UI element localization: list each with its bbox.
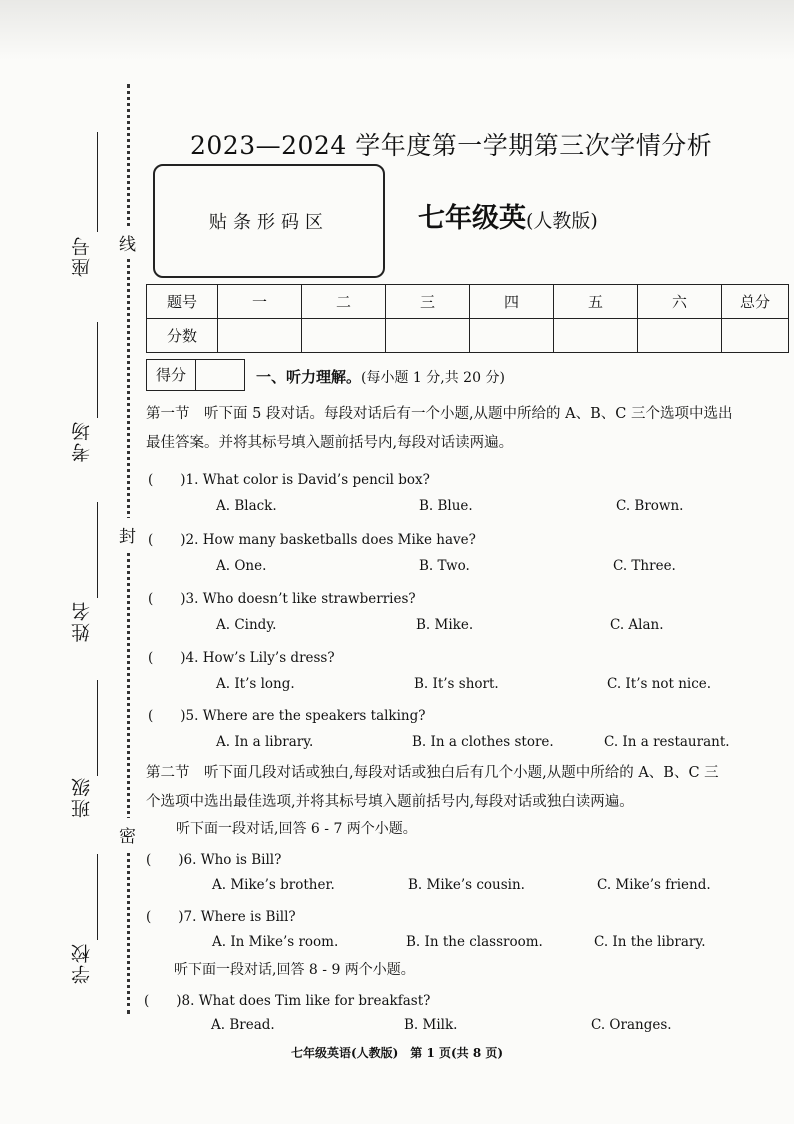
exam-title: 2023—2024 学年度第一学期第三次学情分析 <box>190 131 713 160</box>
sub-instruction-6-7: 听下面一段对话,回答 6 - 7 两个小题。 <box>176 821 417 837</box>
question-text: 4. How’s Lily’s dress? <box>185 650 335 666</box>
barcode-area <box>153 164 385 278</box>
part2-intro-line: 个选项中选出最佳选项,并将其标号填入题前括号内,每段对话或独白读两遍。 <box>146 794 634 810</box>
score-header-cell: 总分 <box>722 285 789 319</box>
q1-option-c: C. Brown. <box>616 498 684 514</box>
answer-paren[interactable]: ( ) <box>148 472 186 488</box>
q5-option-c: C. In a restaurant. <box>604 734 730 750</box>
school-label: 学校 <box>71 942 93 984</box>
q3-option-a: A. Cindy. <box>216 617 277 633</box>
subject-name: 七年级英 <box>418 203 526 234</box>
page-footer: 七年级英语(人教版) 第 1 页(共 8 页) <box>290 1046 504 1060</box>
score-cell[interactable] <box>470 319 554 353</box>
question-text: 7. Where is Bill? <box>183 909 296 925</box>
q2-option-b: B. Two. <box>419 558 470 574</box>
score-header-cell: 题号 <box>147 285 218 319</box>
margin-line <box>97 854 98 940</box>
q4-stem <box>148 646 335 666</box>
answer-paren[interactable]: ( ) <box>144 993 182 1009</box>
question-text: 8. What does Tim like for breakfast? <box>181 993 431 1009</box>
score-cell[interactable] <box>722 319 789 353</box>
q6-option-b: B. Mike’s cousin. <box>408 877 525 893</box>
q8-option-b: B. Milk. <box>404 1017 458 1033</box>
margin-line <box>97 322 98 418</box>
q8-option-c: C. Oranges. <box>591 1017 672 1033</box>
question-text: 5. Where are the speakers talking? <box>185 708 426 724</box>
exam-room-label: 考场 <box>71 420 93 462</box>
q3-option-b: B. Mike. <box>416 617 474 633</box>
score-header-cell: 四 <box>470 285 554 319</box>
score-cell[interactable] <box>554 319 638 353</box>
score-header-cell: 一 <box>218 285 302 319</box>
part1-intro <box>146 400 733 458</box>
margin-line <box>97 132 98 232</box>
answer-paren[interactable]: ( ) <box>148 650 186 666</box>
seat-number-label: 座号 <box>71 235 93 277</box>
q3-stem <box>148 587 416 607</box>
question-text: 2. How many basketballs does Mike have? <box>185 532 476 548</box>
score-header-cell: 六 <box>638 285 722 319</box>
question-text: 1. What color is David’s pencil box? <box>185 472 430 488</box>
answer-paren[interactable]: ( ) <box>148 708 186 724</box>
seal-char-seal: 封 <box>119 518 136 551</box>
answer-paren[interactable]: ( ) <box>148 532 186 548</box>
score-header-cell: 五 <box>554 285 638 319</box>
section-score-box <box>146 359 245 391</box>
q5-option-a: A. In a library. <box>216 734 314 750</box>
q7-option-a: A. In Mike’s room. <box>212 934 339 950</box>
answer-paren[interactable]: ( ) <box>146 852 184 868</box>
question-text: 3. Who doesn’t like strawberries? <box>185 591 416 607</box>
part2-intro-line: 第二节 听下面几段对话或独白,每段对话或独白后有几个小题,从题中所给的 A、B、C 三 <box>146 765 719 781</box>
defen-input[interactable] <box>196 360 244 390</box>
q6-option-c: C. Mike’s friend. <box>597 877 711 893</box>
q6-stem <box>146 848 281 868</box>
subject-title <box>418 196 598 235</box>
score-header-cell: 二 <box>302 285 386 319</box>
q1-stem <box>148 468 430 488</box>
score-table <box>146 284 789 353</box>
q5-stem <box>148 704 426 724</box>
part1-intro-line: 最佳答案。并将其标号填入题前括号内,每段对话读两遍。 <box>146 435 514 451</box>
score-cell[interactable] <box>302 319 386 353</box>
class-label: 班级 <box>71 776 93 818</box>
section-title-text: 一、听力理解。 <box>256 368 362 386</box>
score-header-cell: 三 <box>386 285 470 319</box>
score-table-header-row <box>147 285 789 319</box>
part2-intro <box>146 759 719 817</box>
q6-option-a: A. Mike’s brother. <box>212 877 335 893</box>
margin-line <box>97 680 98 776</box>
defen-label: 得分 <box>147 360 196 390</box>
name-label: 姓名 <box>71 600 93 642</box>
question-text: 6. Who is Bill? <box>183 852 282 868</box>
scan-shadow <box>0 0 794 60</box>
q7-option-b: B. In the classroom. <box>406 934 543 950</box>
q4-option-b: B. It’s short. <box>414 676 499 692</box>
q7-option-c: C. In the library. <box>594 934 706 950</box>
score-row-label: 分数 <box>147 319 218 353</box>
q8-option-a: A. Bread. <box>211 1017 275 1033</box>
seal-char-line: 线 <box>119 226 136 259</box>
margin-line <box>97 502 98 598</box>
score-cell[interactable] <box>386 319 470 353</box>
q4-option-c: C. It’s not nice. <box>607 676 712 692</box>
q1-option-b: B. Blue. <box>419 498 473 514</box>
q7-stem <box>146 905 296 925</box>
score-cell[interactable] <box>638 319 722 353</box>
q3-option-c: C. Alan. <box>610 617 664 633</box>
q8-stem <box>144 989 430 1009</box>
sub-instruction-8-9: 听下面一段对话,回答 8 - 9 两个小题。 <box>174 962 415 978</box>
q4-option-a: A. It’s long. <box>216 676 295 692</box>
seal-char-secret: 密 <box>119 818 136 851</box>
section-title <box>256 366 505 387</box>
answer-paren[interactable]: ( ) <box>148 591 186 607</box>
q2-option-a: A. One. <box>216 558 267 574</box>
q2-stem <box>148 528 476 548</box>
score-table-row <box>147 319 789 353</box>
q1-option-a: A. Black. <box>216 498 277 514</box>
part1-intro-line: 第一节 听下面 5 段对话。每段对话后有一个小题,从题中所给的 A、B、C 三个选项中选出 <box>146 406 733 422</box>
edition-label: (人教版) <box>526 210 598 232</box>
section-note: (每小题 1 分,共 20 分) <box>361 370 505 386</box>
q2-option-c: C. Three. <box>613 558 676 574</box>
barcode-label: 贴条形码区 <box>209 212 329 233</box>
score-cell[interactable] <box>218 319 302 353</box>
q5-option-b: B. In a clothes store. <box>412 734 554 750</box>
answer-paren[interactable]: ( ) <box>146 909 184 925</box>
